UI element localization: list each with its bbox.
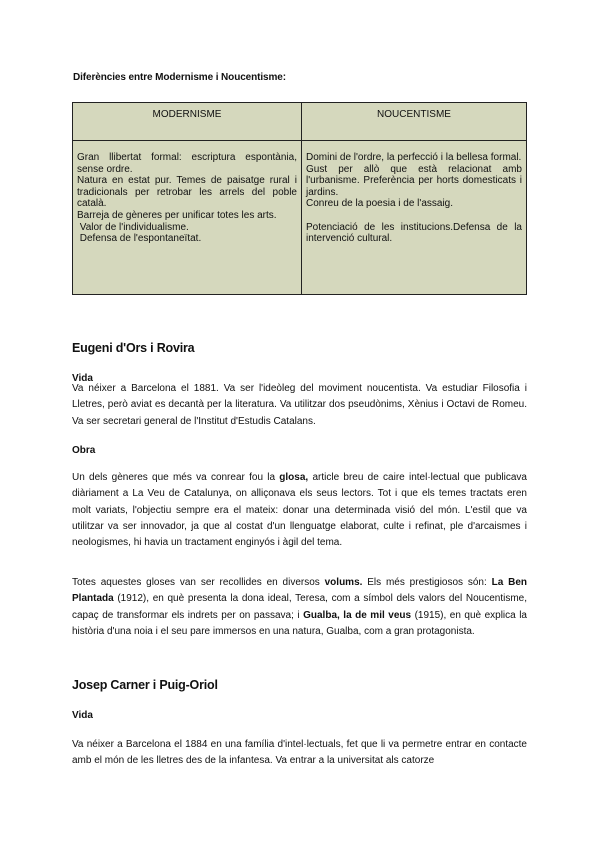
list-item: Conreu de la poesia i de l'assaig. xyxy=(306,198,454,210)
obra-label: Obra xyxy=(72,445,96,456)
section-title-carner: Josep Carner i Puig-Oriol xyxy=(72,678,218,692)
text-run: article breu de caire intel·lectual que publicava diàriament a La Veu de Catalunya, on alliçonava els seus lectors. Tot i que els temes tractats eren molt variats, l'objectiu sempre era el mateix: donar una determinada visió del món. L'estil que va utilitzar va ser innovador, ja que al costat d'un llenguatge elaborat, culte i refinat, ple d'arcaismes i neologismes, hi havia un tractament enginyós i àgil del tema. xyxy=(72,472,527,549)
text-run-bold: volums. xyxy=(324,577,363,588)
list-item: Potenciació de les institucions.Defensa de la intervenció cultural. xyxy=(306,221,522,245)
vida-paragraph: Va néixer a Barcelona el 1881. Va ser l'ideòleg del moviment noucentista. Va estudiar Filosofia i Lletres, però aviat es decantà per la literatura. Va utilitzar dos pseudònims, Xènius i Octavi de Romeu. Va ser secretari general de l'Institut d'Estudis Catalans. xyxy=(72,383,527,427)
table-header-row xyxy=(73,103,527,141)
comparison-table xyxy=(72,102,527,295)
text-run-bold: Gualba, la de mil veus xyxy=(303,609,412,621)
text-run: (1915), en què explica la història d'una noia i el seu pare immersos en una natura, Gualba, com a gran protagonista. xyxy=(72,609,527,637)
list-item: Defensa de l'espontaneïtat. xyxy=(77,233,202,245)
list-item: Natura en estat pur. Temes de paisatge rural i tradicionals per retrobar les arrels del poble català. xyxy=(77,175,297,210)
list-item: Valor de l'individualisme. xyxy=(77,221,189,233)
obra-paragraph-2 xyxy=(72,575,527,640)
vida-label: Vida xyxy=(72,710,93,721)
section-title-dors: Eugeni d'Ors i Rovira xyxy=(72,341,195,355)
modernisme-header: MODERNISME xyxy=(73,103,302,141)
text-run: Totes aquestes gloses van ser recollides en diversos xyxy=(72,577,325,588)
text-run-bold: glosa, xyxy=(279,472,309,483)
noucentisme-header: NOUCENTISME xyxy=(302,103,527,141)
list-item: Domini de l'ordre, la perfecció i la bellesa formal. xyxy=(306,152,522,163)
text-run-bold: La Ben Plantada xyxy=(72,577,527,605)
text-run: Un dels gèneres que més va conrear fou la xyxy=(72,472,280,483)
list-item: Gran llibertat formal: escriptura espontània, sense ordre. xyxy=(77,152,297,175)
list-item: Gust per allò que està relacionat amb l'urbanisme. Preferència per horts domesticats i jardins. xyxy=(306,163,522,198)
page-heading: Diferències entre Modernisme i Noucentisme: xyxy=(73,72,286,83)
vida-paragraph: Va néixer a Barcelona el 1884 en una família d'intel·lectuals, fet que li va permetre entrar en contacte amb el món de les lletres des de la infantesa. Va entrar a la universitat als catorze xyxy=(72,739,527,767)
list-item: Barreja de gèneres per unificar totes les arts. xyxy=(77,209,277,221)
obra-paragraph-1 xyxy=(72,470,527,551)
text-run: (1912), en què presenta la dona ideal, Teresa, com a símbol dels valors del Noucentisme, capaç de transformar els indrets per on passava; i xyxy=(72,593,527,621)
noucentisme-cell xyxy=(302,141,527,295)
table-body-row xyxy=(73,141,527,295)
modernisme-cell xyxy=(73,141,302,295)
vida-label: Vida xyxy=(72,373,93,384)
text-run: Els més prestigiosos són: xyxy=(362,577,492,588)
